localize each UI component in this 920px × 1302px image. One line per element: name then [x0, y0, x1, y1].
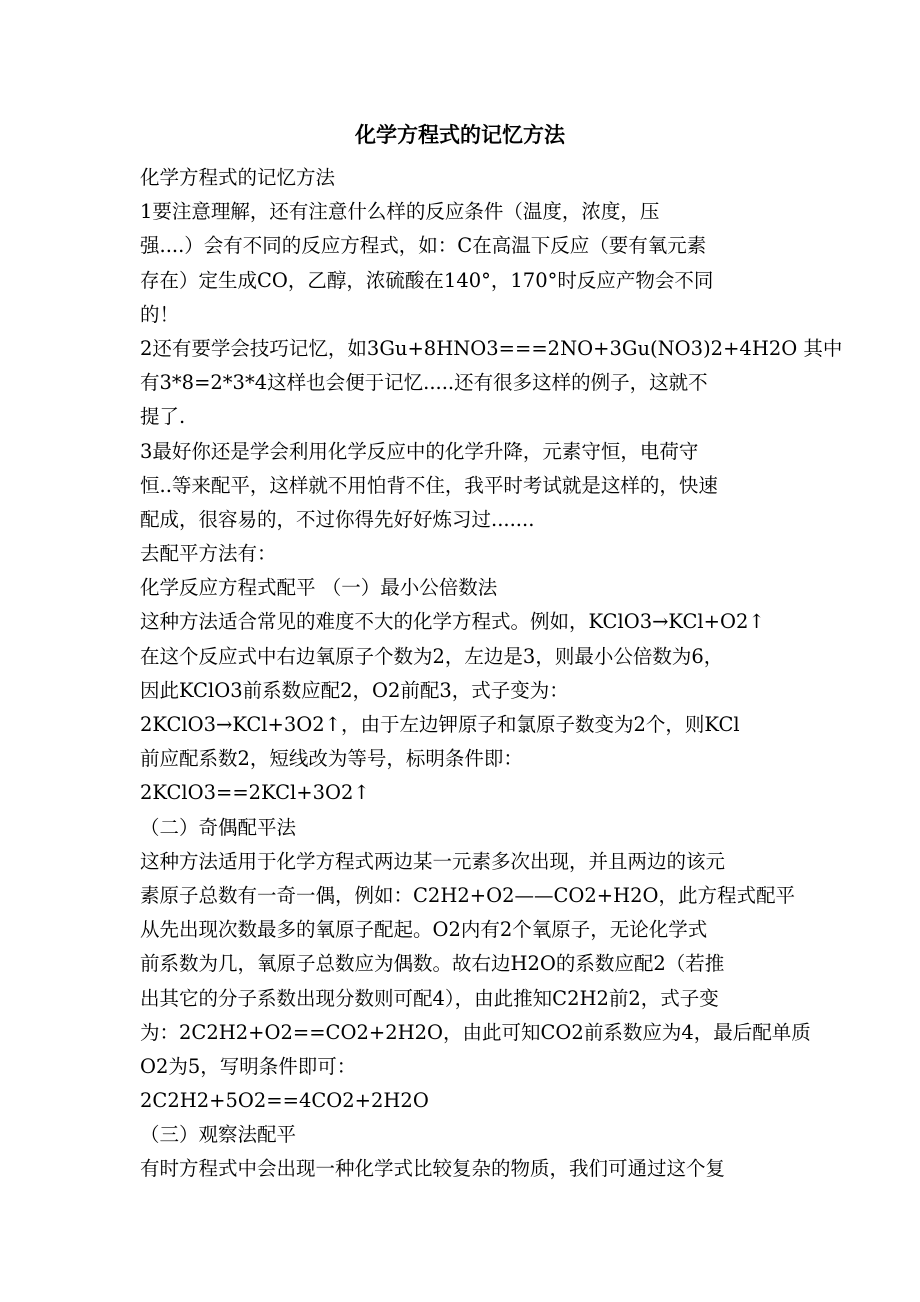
text-line: 化学方程式的记忆方法	[140, 166, 336, 189]
text-line: 在这个反应式中右边氧原子个数为2，左边是3，则最小公倍数为6，	[140, 644, 724, 668]
document-body	[140, 161, 843, 1187]
text-line: 1要注意理解，还有注意什么样的反应条件（温度，浓度，压	[140, 200, 660, 224]
text-line: 从先出现次数最多的氧原子配起。O2内有2个氧原子，无论化学式	[140, 918, 708, 942]
text-line: 因此KClO3前系数应配2，O2前配3，式子变为：	[140, 678, 569, 702]
text-line: 3最好你还是学会利用化学反应中的化学升降，元素守恒，电荷守	[140, 439, 699, 463]
text-line: 前应配系数2，短线改为等号，标明条件即：	[140, 747, 523, 771]
text-line: 存在）定生成CO，乙醇，浓硫酸在140°，170°时反应产物会不同	[140, 268, 714, 292]
text-line: 有3*8=2*3*4这样也会便于记忆.....还有很多这样的例子，这就不	[140, 371, 708, 395]
text-line: 为：2C2H2+O2==CO2+2H2O，由此可知CO2前系数应为4，最后配单质	[140, 1020, 811, 1044]
text-line: 2KClO3→KCl+3O2↑，由于左边钾原子和氯原子数变为2个，则KCl	[140, 713, 740, 736]
text-line: 2KClO3==2KCl+3O2↑	[140, 781, 370, 805]
text-line: O2为5，写明条件即可：	[140, 1054, 357, 1078]
text-line: 这种方法适用于化学方程式两边某一元素多次出现，并且两边的该元	[140, 849, 726, 873]
text-line: （三）观察法配平	[140, 1123, 297, 1147]
text-line: 强....）会有不同的反应方程式，如：C在高温下反应（要有氧元素	[140, 234, 707, 258]
text-line: 的！	[140, 302, 180, 326]
text-line: 配成，很容易的，不过你得先好好炼习过.......	[140, 507, 535, 531]
text-line: 素原子总数有一奇一偶，例如：C2H2+O2——CO2+H2O，此方程式配平	[140, 883, 796, 907]
text-line: 这种方法适合常见的难度不大的化学方程式。例如，KClO3→KCl+O2↑	[140, 610, 765, 634]
text-line: 2C2H2+5O2==4CO2+2H2O	[140, 1089, 429, 1113]
text-line: 提了.	[140, 405, 186, 429]
document-title: 化学方程式的记忆方法	[355, 122, 565, 147]
text-line: 2还有要学会技巧记忆，如3Gu+8HNO3===2NO+3Gu(NO3)2+4H2O 其中	[140, 336, 843, 360]
text-line: （二）奇偶配平法	[140, 815, 297, 839]
text-line: 化学反应方程式配平 （一）最小公倍数法	[140, 576, 498, 600]
text-line: 前系数为几，氧原子总数应为偶数。故右边H2O的系数应配2（若推	[140, 952, 725, 976]
text-line: 恒..等来配平，这样就不用怕背不住，我平时考试就是这样的，快速	[140, 473, 718, 497]
text-line: 有时方程式中会出现一种化学式比较复杂的物质，我们可通过这个复	[140, 1157, 726, 1181]
text-line: 去配平方法有：	[140, 542, 277, 566]
text-line: 出其它的分子系数出现分数则可配4），由此推知C2H2前2，式子变	[140, 986, 719, 1010]
